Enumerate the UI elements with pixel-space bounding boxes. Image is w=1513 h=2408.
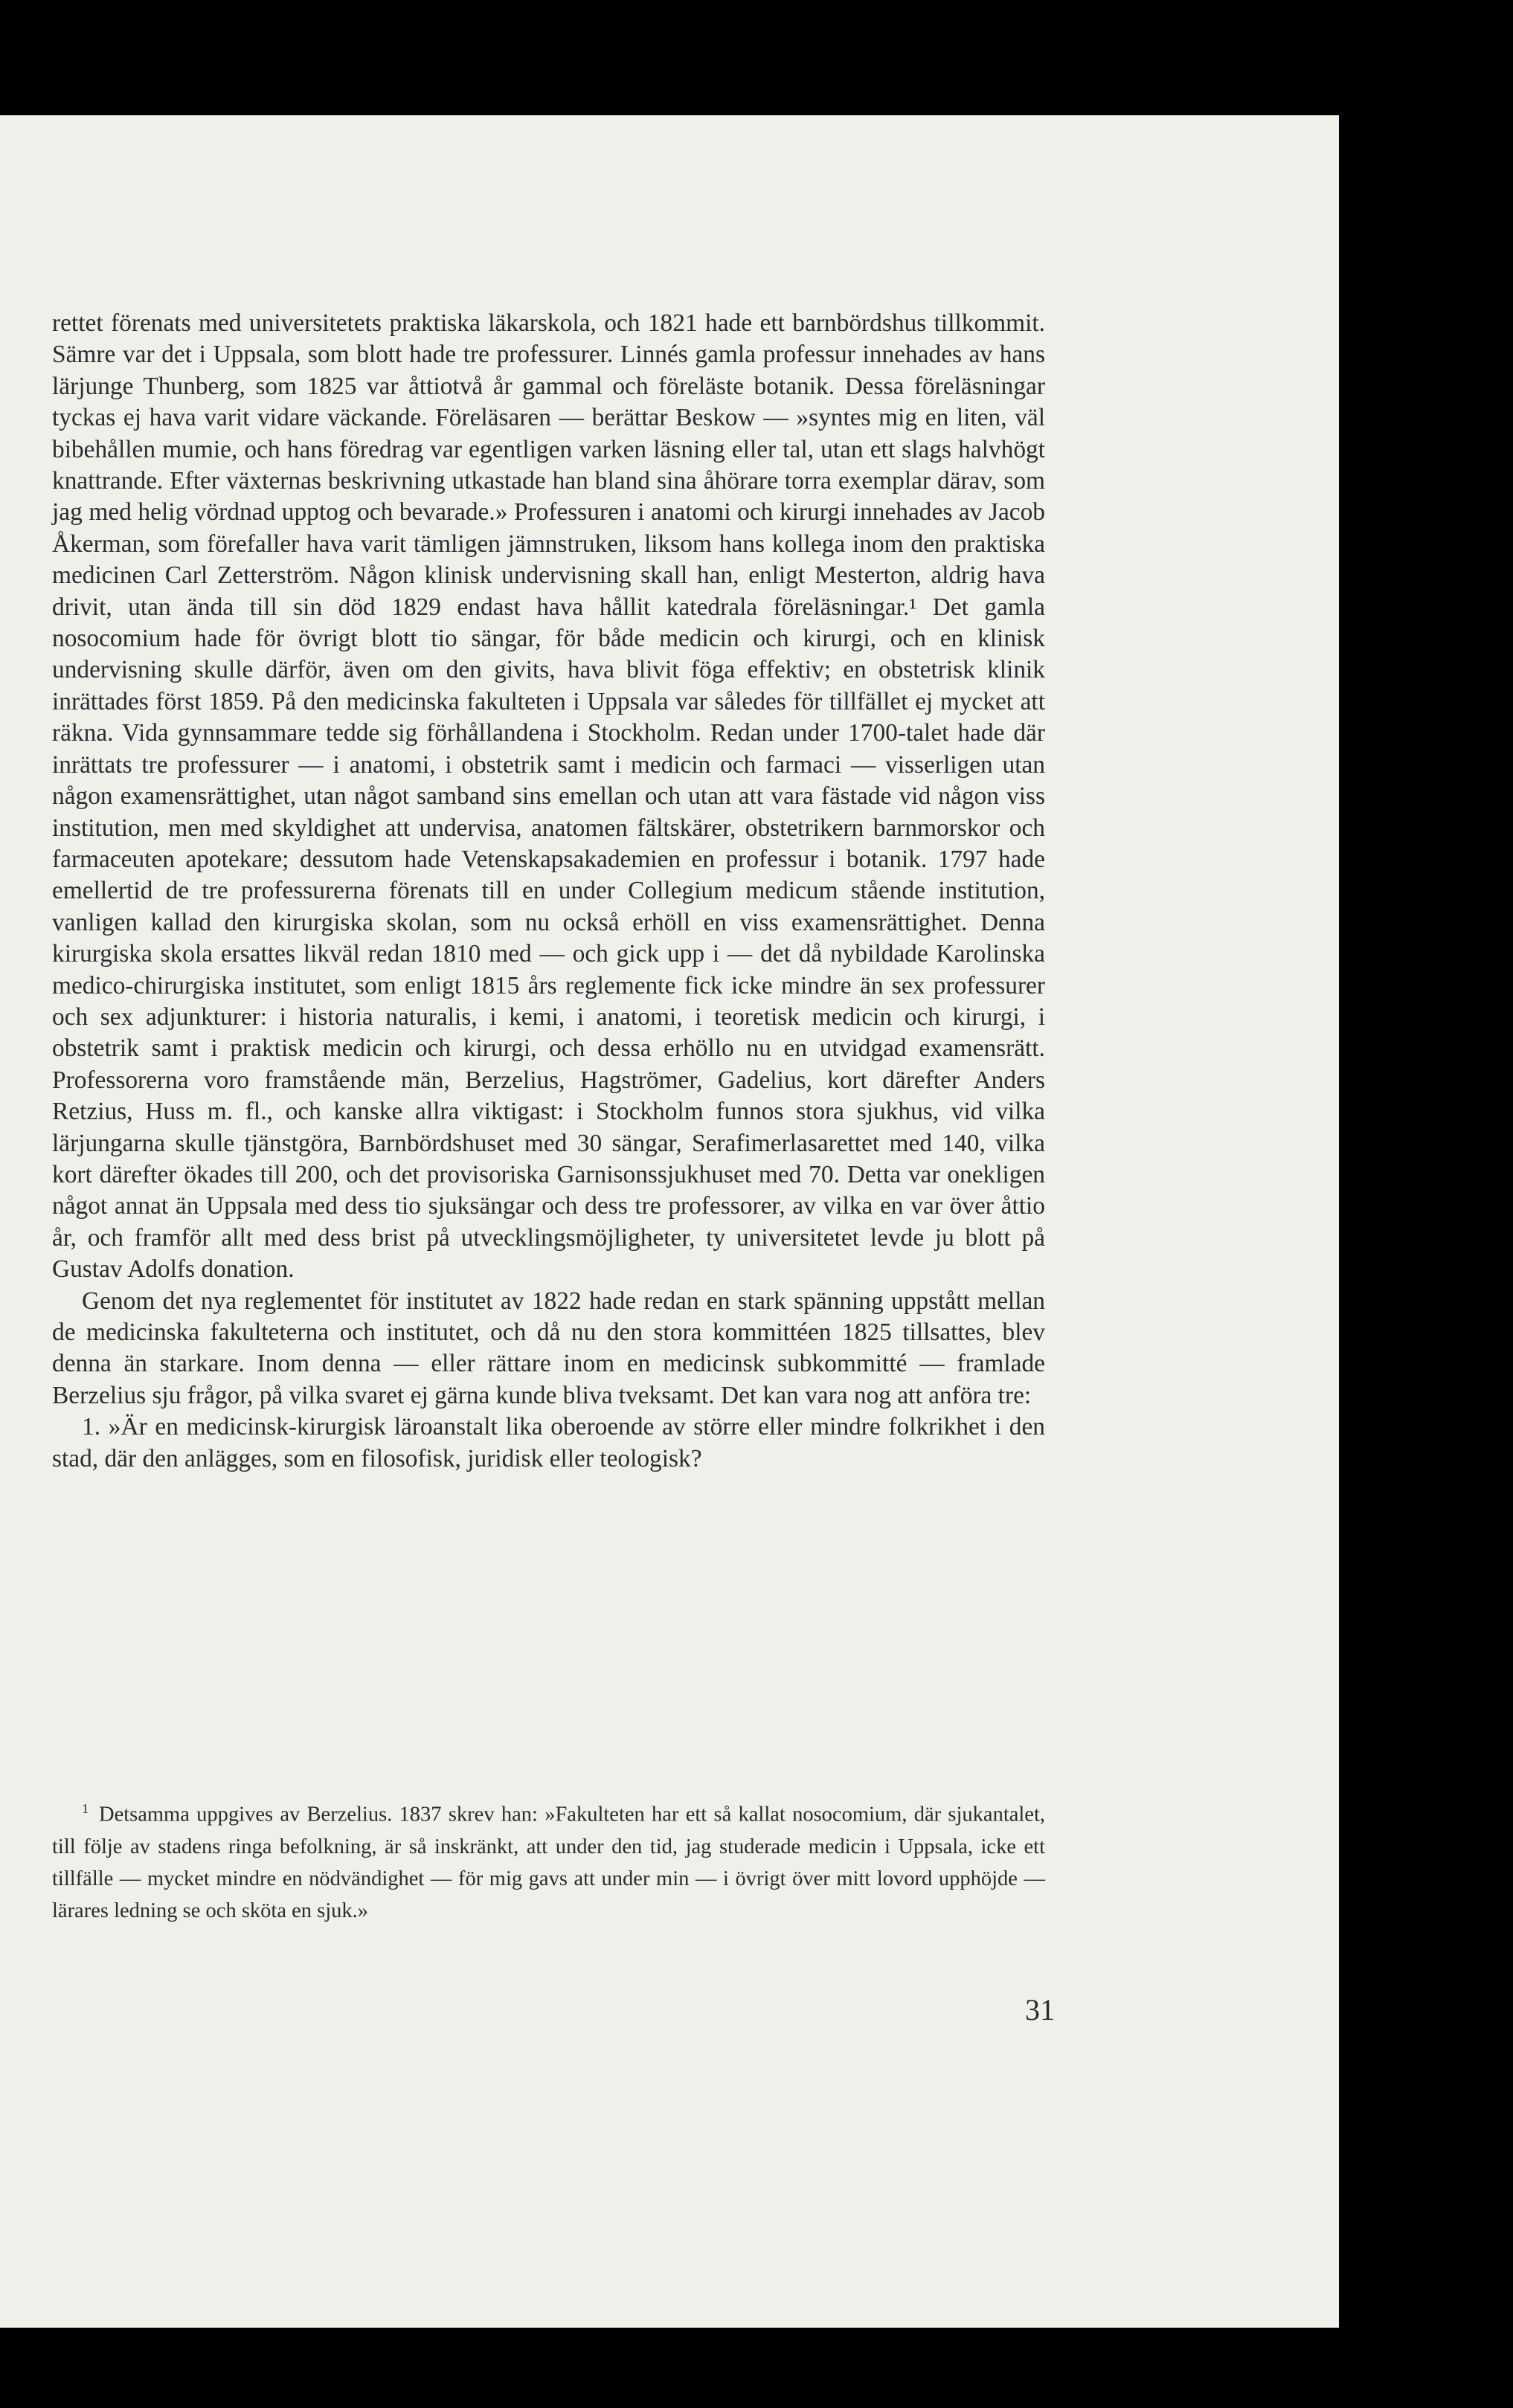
body-text bbox=[52, 308, 1045, 1475]
paragraph-2: Genom det nya reglementet för institutet av 1822 hade redan en stark spänning uppstått mellan de medicinska fakulteterna och institutet, och då nu den stora kommittéen 1825 tillsattes, blev denna än starkare. Inom denna — eller rättare inom en medicinsk subkommitté — framlade Berzelius sju frågor, på vilka svaret ej gärna kunde bliva tveksamt. Det kan vara nog att anföra tre: bbox=[52, 1287, 1045, 1409]
page-number: 31 bbox=[1025, 1993, 1055, 2026]
footnote-paragraph bbox=[52, 1793, 1045, 1927]
paragraph-1: rettet förenats med universitetets praktiska läkarskola, och 1821 hade ett barnbördshus tillkommit. Sämre var det i Uppsala, som blott hade tre professurer. Linnés gamla professur innehades av hans lärjunge Thunberg, som 1825 var åttiotvå år gammal och föreläste botanik. Dessa föreläsningar tyckas ej hava varit vidare väckande. Föreläsaren — berättar Beskow — »syntes mig en liten, väl bibehållen mumie, och hans föredrag var egentligen varken läsning eller tal, utan ett slags halvhögt knattrande. Efter växternas beskrivning utkastade han bland sina åhörare torra exemplar därav, som jag med helig vördnad upptog och bevarade.» Professuren i anatomi och kirurgi innehades av Jacob Åkerman, som förefaller hava varit tämligen jämnstruken, liksom hans kollega inom den praktiska medicinen Carl Zetterström. Någon klinisk undervisning skall han, enligt Mesterton, aldrig hava drivit, utan ända till sin död 1829 endast hava hållit katedrala föreläsningar.¹ Det gamla nosocomium hade för övrigt blott tio sängar, för både medicin och kirurgi, och en klinisk undervisning skulle därför, även om den givits, hava blivit föga effektiv; en obstetrisk klinik inrättades först 1859. På den medicinska fakulteten i Uppsala var således för tillfället ej mycket att räkna. Vida gynnsammare tedde sig förhållandena i Stockholm. Redan under 1700-talet hade där inrättats tre professurer — i anatomi, i obstetrik samt i medicin och farmaci — visserligen utan någon examensrättighet, utan något samband sins emellan och utan att vara fästade vid någon viss institution, men med skyldighet att undervisa, anatomen fältskärer, obstetrikern barnmorskor och farmaceuten apotekare; dessutom hade Vetenskapsakademien en professur i botanik. 1797 hade emellertid de tre professurerna förenats till en under Collegium medicum stående institution, vanligen kallad den kirurgiska skolan, som nu också erhöll en viss examensrättighet. Denna kirurgiska skola ersattes likväl redan 1810 med — och gick upp i — det då nybildade Karolinska medico-chirurgiska institutet, som enligt 1815 års reglemente fick icke mindre än sex professurer och sex adjunkturer: i historia naturalis, i kemi, i anatomi, i teoretisk medicin och kirurgi, i obstetrik samt i praktisk medicin och kirurgi, och dessa erhöllo nu en utvidgad examensrätt. Professorerna voro framstående män, Berzelius, Hagströmer, Gadelius, kort därefter Anders Retzius, Huss m. fl., och kanske allra viktigast: i Stockholm funnos stora sjukhus, vid vilka lärjungarna skulle tjänstgöra, Barnbördshuset med 30 sängar, Serafimerlasarettet med 140, vilka kort därefter ökades till 200, och det provisoriska Garnisonssjukhuset med 70. Detta var onekligen något annat än Uppsala med dess tio sjuksängar och dess tre professorer, av vilka en var över åttio år, och framför allt med dess brist på utvecklingsmöjligheter, ty universitetet levde ju blott på Gustav Adolfs donation. bbox=[52, 309, 1045, 1284]
paragraph-3: 1. »Är en medicinsk-kirurgisk läroanstalt lika oberoende av större eller mindre folkrikhet i den stad, där den anlägges, som en filosofisk, juridisk eller teologisk? bbox=[52, 1413, 1045, 1472]
footnote bbox=[52, 1793, 1045, 1927]
footnote-marker: 1 bbox=[82, 1801, 89, 1816]
footnote-text: Detsamma uppgives av Berzelius. 1837 skrev han: »Fakulteten har ett så kallat nosocomium, där sjukantalet, till följe av stadens ringa befolkning, är så inskränkt, att under den tid, jag studerade medicin i Uppsala, icke ett tillfälle — mycket mindre en nödvändighet — för mig gavs att under min — i övrigt över mitt lovord upphöjde — lärares ledning se och sköta en sjuk.» bbox=[52, 1803, 1045, 1922]
